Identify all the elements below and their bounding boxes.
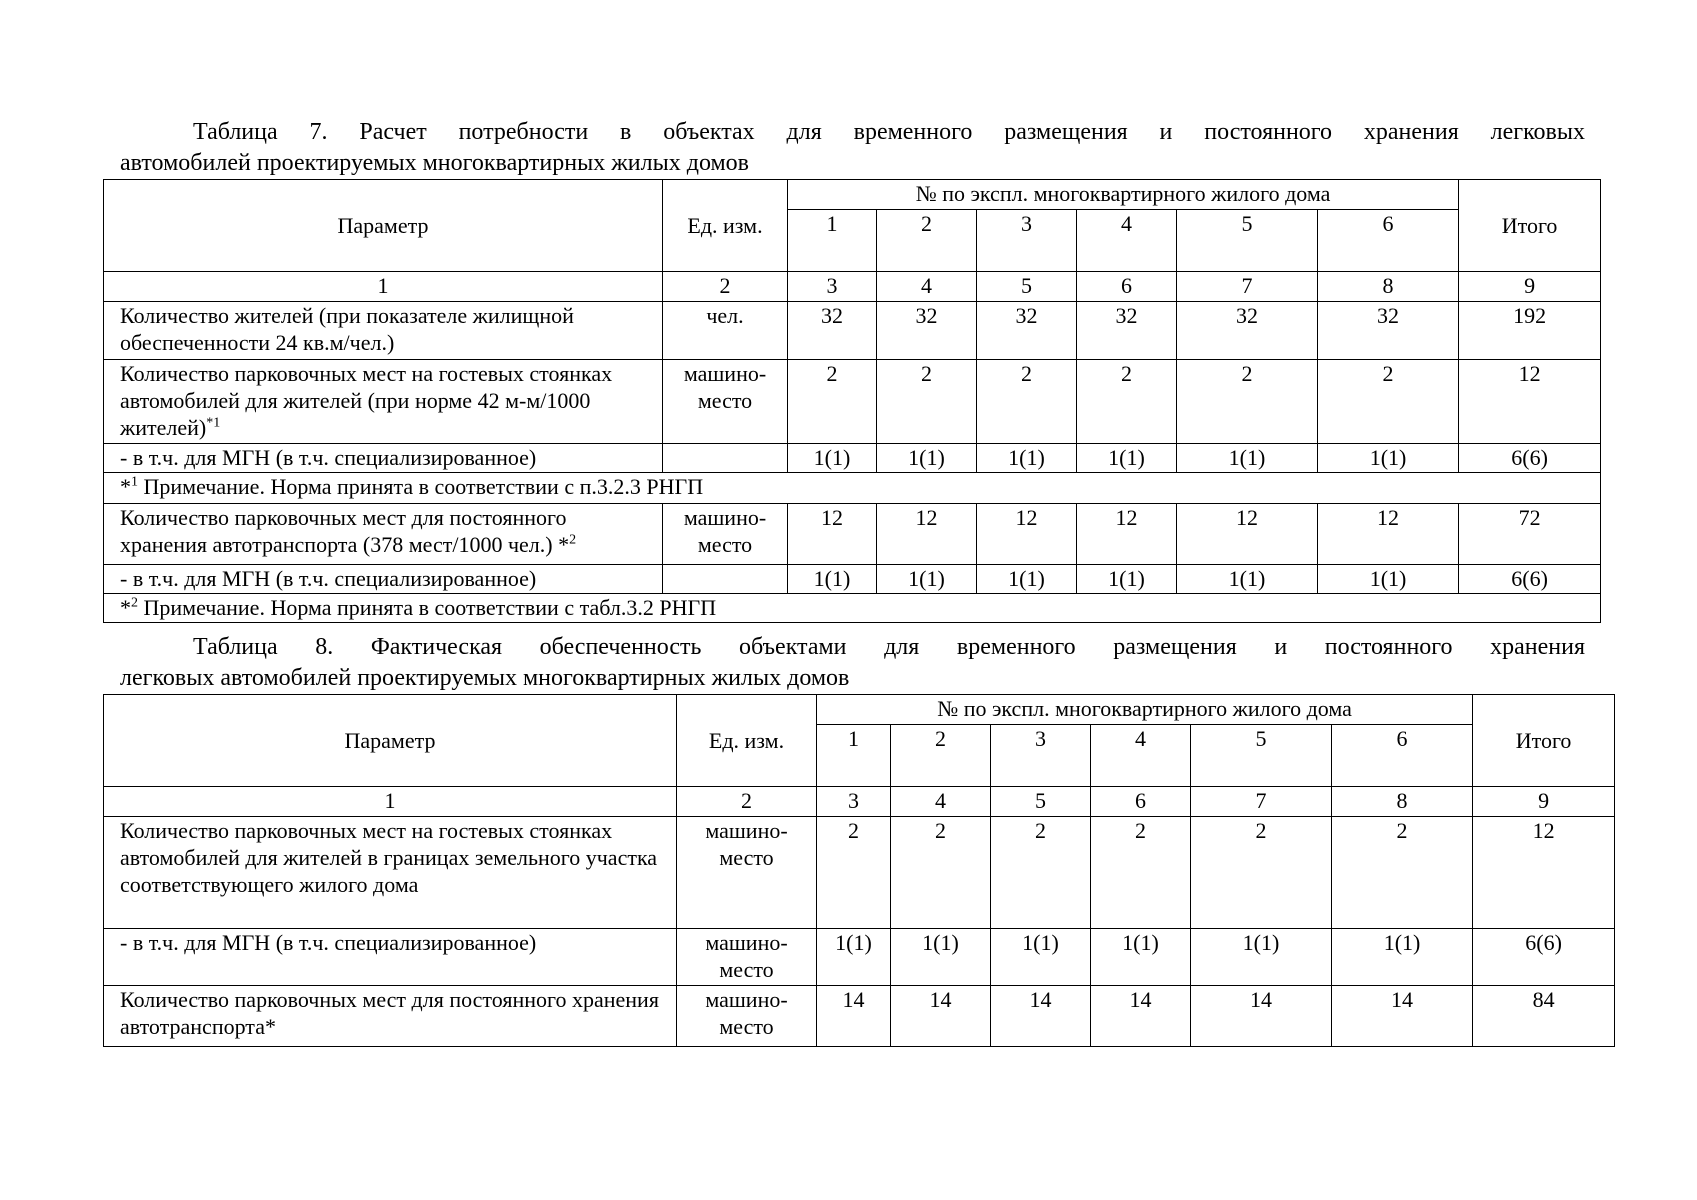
row-value: 1(1) <box>877 444 977 473</box>
row-value: 1(1) <box>891 929 991 986</box>
table8-col-number: 4 <box>891 787 991 817</box>
row-value: 1(1) <box>877 565 977 594</box>
table7-header-group: № по экспл. многоквартирного жилого дома <box>788 180 1459 210</box>
table8-header-house: 2 <box>891 725 991 787</box>
table-row <box>104 360 1601 444</box>
row-value: 1(1) <box>1318 444 1459 473</box>
row-value: 14 <box>1191 986 1332 1047</box>
table8-column-numbers <box>104 787 1615 817</box>
table7-col-number: 1 <box>104 272 663 302</box>
row-value: 32 <box>1318 302 1459 360</box>
table7-header-house: 1 <box>788 210 877 272</box>
row-unit: машино-место <box>677 817 817 929</box>
row-value: 1(1) <box>1091 929 1191 986</box>
row-total: 6(6) <box>1459 565 1601 594</box>
table8-header-unit: Ед. изм. <box>677 695 817 787</box>
table7 <box>103 179 1601 623</box>
table7-header-row-1 <box>104 180 1601 210</box>
row-value: 2 <box>991 817 1091 929</box>
table8-header-house: 4 <box>1091 725 1191 787</box>
table8-caption-line1: Таблица 8. Фактическая обеспеченность объектами для временного размещения и постоянного хранения <box>193 634 1585 660</box>
row-value: 2 <box>977 360 1077 444</box>
table-row <box>104 986 1615 1047</box>
row-value: 14 <box>1332 986 1473 1047</box>
table7-column-numbers <box>104 272 1601 302</box>
row-param: Количество жителей (при показателе жилищной обеспеченности 24 кв.м/чел.) <box>104 302 663 360</box>
table8-header-row-1 <box>104 695 1615 725</box>
row-value: 1(1) <box>1318 565 1459 594</box>
row-value: 2 <box>1318 360 1459 444</box>
table7-footnote-2 <box>104 594 1601 623</box>
table8-col-number: 6 <box>1091 787 1191 817</box>
table8-col-number: 1 <box>104 787 677 817</box>
row-value: 2 <box>817 817 891 929</box>
row-param: - в т.ч. для МГН (в т.ч. специализированное) <box>104 444 663 473</box>
row-total: 6(6) <box>1473 929 1615 986</box>
table7-col-number: 8 <box>1318 272 1459 302</box>
footnote-text: Примечание. Норма принята в соответствии с п.3.2.3 РНГП <box>138 474 704 499</box>
row-param: - в т.ч. для МГН (в т.ч. специализированное) <box>104 565 663 594</box>
row-total: 192 <box>1459 302 1601 360</box>
row-param <box>104 360 663 444</box>
table7-col-number: 3 <box>788 272 877 302</box>
table8-col-number: 7 <box>1191 787 1332 817</box>
row-unit <box>663 444 788 473</box>
row-param: Количество парковочных мест для постоянного хранения автотранспорта* <box>104 986 677 1047</box>
table7-col-number: 9 <box>1459 272 1601 302</box>
row-value: 2 <box>1332 817 1473 929</box>
row-value: 32 <box>1077 302 1177 360</box>
row-value: 32 <box>1177 302 1318 360</box>
table7-header-total: Итого <box>1459 180 1601 272</box>
row-unit <box>663 565 788 594</box>
row-total: 72 <box>1459 504 1601 565</box>
footnote-number: 1 <box>131 474 138 490</box>
row-value: 1(1) <box>1077 565 1177 594</box>
row-total: 12 <box>1459 360 1601 444</box>
row-value: 12 <box>977 504 1077 565</box>
footnote-text: Примечание. Норма принята в соответствии с табл.3.2 РНГП <box>138 595 717 620</box>
table8-header-group: № по экспл. многоквартирного жилого дома <box>817 695 1473 725</box>
row-value: 1(1) <box>977 565 1077 594</box>
row-value: 14 <box>1091 986 1191 1047</box>
row-param: - в т.ч. для МГН (в т.ч. специализированное) <box>104 929 677 986</box>
row-value: 2 <box>1077 360 1177 444</box>
row-value: 1(1) <box>1077 444 1177 473</box>
row-value: 2 <box>788 360 877 444</box>
table7-header-house: 3 <box>977 210 1077 272</box>
table-row <box>104 302 1601 360</box>
row-param: Количество парковочных мест на гостевых стоянках автомобилей для жителей в границах земельного участка соответствующего жилого дома <box>104 817 677 929</box>
row-value: 2 <box>1177 360 1318 444</box>
table7-col-number: 5 <box>977 272 1077 302</box>
table-row <box>104 817 1615 929</box>
row-value: 1(1) <box>1191 929 1332 986</box>
row-unit: машино-место <box>677 986 817 1047</box>
table7-col-number: 4 <box>877 272 977 302</box>
row-value: 12 <box>788 504 877 565</box>
table7-note-row-2 <box>104 594 1601 623</box>
table-row <box>104 565 1601 594</box>
table7-header-unit: Ед. изм. <box>663 180 788 272</box>
table-row <box>104 929 1615 986</box>
row-value: 14 <box>991 986 1091 1047</box>
table-row <box>104 504 1601 565</box>
table7-col-number: 6 <box>1077 272 1177 302</box>
row-value: 12 <box>1077 504 1177 565</box>
row-total: 84 <box>1473 986 1615 1047</box>
table8-caption <box>120 632 1585 694</box>
row-param <box>104 504 663 565</box>
table7-note-row-1 <box>104 473 1601 504</box>
row-value: 1(1) <box>977 444 1077 473</box>
table8-col-number: 5 <box>991 787 1091 817</box>
row-value: 1(1) <box>991 929 1091 986</box>
table-row <box>104 444 1601 473</box>
row-value: 32 <box>877 302 977 360</box>
row-value: 12 <box>1318 504 1459 565</box>
row-param-text: Количество парковочных мест для постоянного хранения автотранспорта (378 мест/1000 чел.) * <box>120 505 570 557</box>
row-value: 2 <box>877 360 977 444</box>
row-unit: машино-место <box>663 504 788 565</box>
table7-col-number: 2 <box>663 272 788 302</box>
row-value: 2 <box>891 817 991 929</box>
row-value: 32 <box>977 302 1077 360</box>
row-value: 1(1) <box>788 565 877 594</box>
table8-caption-line2: легковых автомобилей проектируемых многоквартирных жилых домов <box>120 665 850 691</box>
table8-header-house: 6 <box>1332 725 1473 787</box>
row-unit: машино-место <box>677 929 817 986</box>
row-value: 32 <box>788 302 877 360</box>
table7-caption <box>120 117 1585 179</box>
table8-header-house: 5 <box>1191 725 1332 787</box>
row-total: 12 <box>1473 817 1615 929</box>
table7-header-house: 4 <box>1077 210 1177 272</box>
table7-header-param: Параметр <box>104 180 663 272</box>
table8-col-number: 2 <box>677 787 817 817</box>
row-value: 12 <box>1177 504 1318 565</box>
row-value: 1(1) <box>1332 929 1473 986</box>
table8-header-house: 3 <box>991 725 1091 787</box>
row-value: 14 <box>817 986 891 1047</box>
row-value: 12 <box>877 504 977 565</box>
row-value: 2 <box>1091 817 1191 929</box>
table8 <box>103 694 1615 1047</box>
row-value: 14 <box>891 986 991 1047</box>
table7-caption-line2: автомобилей проектируемых многоквартирных жилых домов <box>120 150 750 176</box>
table8-header-total: Итого <box>1473 695 1615 787</box>
table8-header-param: Параметр <box>104 695 677 787</box>
table7-col-number: 7 <box>1177 272 1318 302</box>
table7-header-house: 5 <box>1177 210 1318 272</box>
table8-col-number: 9 <box>1473 787 1615 817</box>
row-value: 1(1) <box>817 929 891 986</box>
row-value: 1(1) <box>1177 444 1318 473</box>
table8-col-number: 3 <box>817 787 891 817</box>
row-value: 2 <box>1191 817 1332 929</box>
table8-col-number: 8 <box>1332 787 1473 817</box>
row-unit: чел. <box>663 302 788 360</box>
row-param-text: Количество парковочных мест на гостевых стоянках автомобилей для жителей (при норме 42 м-м/1000 жителей) <box>120 361 613 440</box>
row-unit: машино-место <box>663 360 788 444</box>
row-value: 1(1) <box>1177 565 1318 594</box>
table7-caption-line1: Таблица 7. Расчет потребности в объектах для временного размещения и постоянного хранения легковых <box>193 119 1585 145</box>
table7-footnote-1 <box>104 473 1601 504</box>
table7-header-house: 2 <box>877 210 977 272</box>
footnote-star: * <box>120 474 131 499</box>
table7-header-house: 6 <box>1318 210 1459 272</box>
footnote-mark: *1 <box>206 415 221 431</box>
row-value: 1(1) <box>788 444 877 473</box>
footnote-star: * <box>120 595 131 620</box>
row-total: 6(6) <box>1459 444 1601 473</box>
footnote-number: 2 <box>131 595 138 611</box>
footnote-mark: 2 <box>569 532 577 548</box>
table8-header-house: 1 <box>817 725 891 787</box>
